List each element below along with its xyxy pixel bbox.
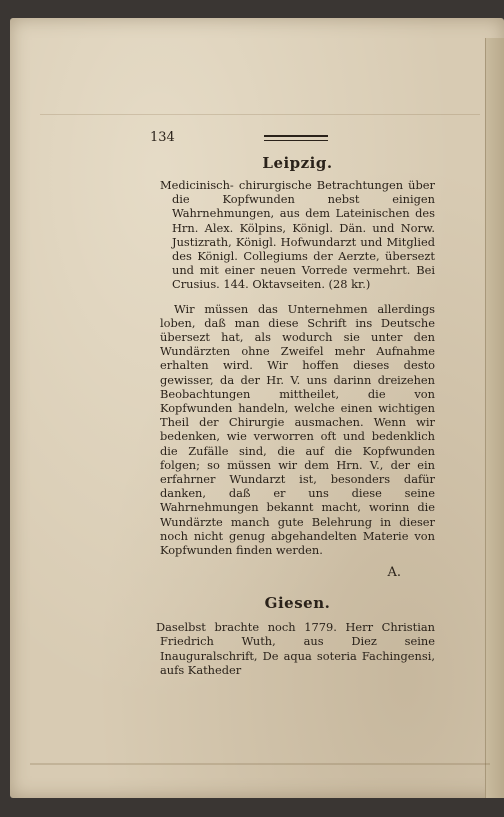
review-paragraph: Wir müssen das Unternehmen allerdings loben, daß man diese Schrift ins Deutsche übersezt hat, als wodurch sie unter den Wundärzten ohne Zweifel mehr Aufnahme erhalten wird. Wir hoffen dieses desto gewisser, da der Hr. V. uns darinn dreizehen Beobachtungen mittheilet, die von Kopfwunden handeln, welche einen wichtigen Theil der Chirurgie ausmachen. Wenn wir bedenken, wie verworren oft und bedenklich die Zufälle sind, die auf die Kopfwunden folgen; so müssen wir dem Hrn. V., der ein erfahrner Wundarzt ist, besonders dafür danken, daß er uns diese seine Wahrnehmungen bekannt macht, worinn die Wundärzte manch gute Belehrung in dieser noch nicht genug abgehandelten Materie von Kopfwunden finden werden.: [160, 301, 435, 558]
giessen-paragraph: Daselbst brachte noch 1779. Herr Christian Friedrich Wuth, aus Diez seine Inauguralschrift, De aqua soteria Fachingensi, aufs Katheder: [156, 620, 435, 677]
page-edge: [485, 38, 504, 798]
bottom-fold: [30, 763, 490, 765]
reviewer-signature: A.: [387, 565, 401, 581]
text-block: [150, 130, 435, 687]
running-header: [150, 130, 435, 152]
section-heading-giessen: Giesen.: [264, 594, 331, 613]
book-title-entry: Medicinisch- chirurgische Betrachtungen über die Kopfwunden nebst einigen Wahrnehmungen, aus dem Lateinischen des Hrn. Alex. Kölpins, Königl. Dän. und Norw. Justizrath, Königl. Hofwundarzt und Mitglied des Königl. Collegiums der Aerzte, übersezt und mit einer neuen Vorrede vermehrt. Bei Crusius. 144. Oktavseiten. (28 kr.): [160, 178, 435, 292]
page-number: 134: [150, 130, 175, 145]
section-heading-leipzig: Leipzig.: [262, 154, 333, 172]
header-rule: [264, 135, 328, 141]
fold-line: [40, 114, 480, 115]
